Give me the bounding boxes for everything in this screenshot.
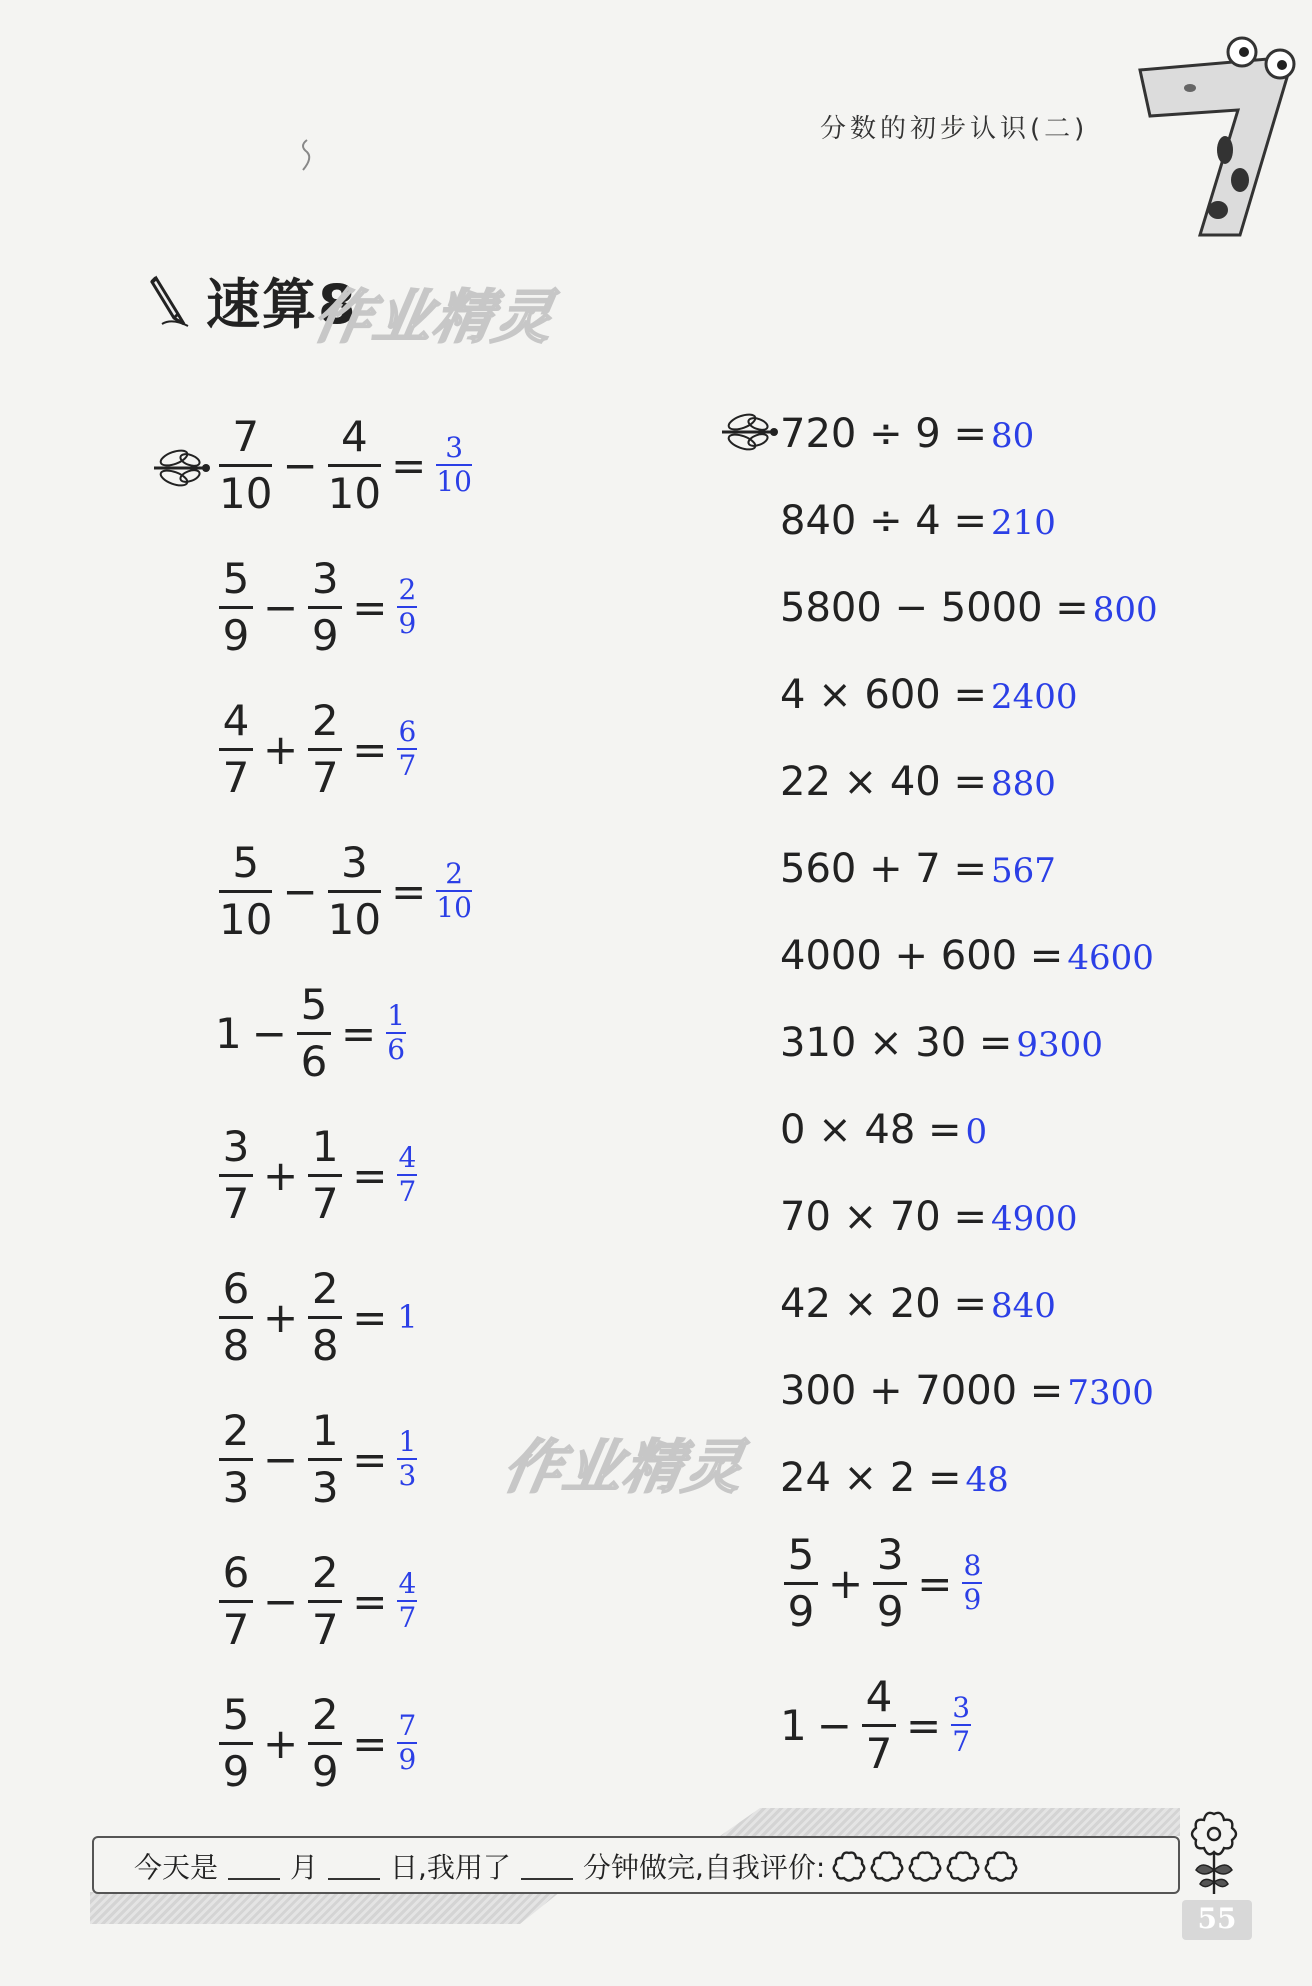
- minutes-blank[interactable]: [521, 1852, 573, 1880]
- handwritten-answer: 1: [397, 1298, 418, 1336]
- flower-rating-icon[interactable]: [907, 1849, 943, 1883]
- handwritten-answer: 2400: [990, 677, 1078, 717]
- fraction: $\frac{3}{10}$: [327, 837, 382, 944]
- self-evaluation-line: 今天是 月 日,我用了 分钟做完,自我评价:: [134, 1846, 1021, 1886]
- arithmetic-problem: 310 × 30 = 9300: [780, 1020, 1103, 1066]
- fraction: $\frac{5}{10}$: [219, 837, 273, 944]
- handwritten-answer: $\frac{1}{3}$: [398, 1425, 417, 1492]
- arithmetic-problem: 840 ÷ 4 = 210: [780, 498, 1056, 544]
- handwritten-answer: $\frac{4}{7}$: [398, 1141, 417, 1208]
- fraction-problem: $\frac{5}{10}$ − $\frac{3}{10}$ = $\frac{2}{10}$: [219, 837, 472, 944]
- handwritten-answer: $\frac{7}{9}$: [398, 1709, 417, 1776]
- handwritten-answer: $\frac{1}{6}$: [387, 999, 406, 1066]
- handwritten-answer: 0: [965, 1112, 988, 1152]
- fraction-problem: $\frac{5}{9}$ + $\frac{2}{9}$ = $\frac{7}{9}$: [215, 1688, 417, 1798]
- squiggle-mark-icon: [295, 138, 315, 174]
- fraction: $\frac{6}{8}$: [219, 1264, 253, 1371]
- fraction: $\frac{4}{7}$: [862, 1672, 896, 1779]
- handwritten-answer: $\frac{2}{9}$: [398, 573, 417, 640]
- flower-icon: [1184, 1808, 1244, 1898]
- fraction: $\frac{3}{7}$: [219, 1122, 253, 1229]
- fraction: $\frac{4}{7}$: [219, 696, 253, 803]
- fraction-problem: 1 − $\frac{5}{6}$ = $\frac{1}{6}$: [215, 979, 406, 1086]
- fraction: $\frac{2}{3}$: [219, 1406, 253, 1513]
- fraction-problem: $\frac{7}{10}$ − $\frac{4}{10}$ = $\frac{3}{10}$: [219, 411, 472, 518]
- fraction-problem: $\frac{5}{9}$ − $\frac{3}{9}$ = $\frac{2}{9}$: [215, 552, 417, 662]
- arithmetic-problem: 4000 + 600 = 4600: [780, 933, 1154, 979]
- self-evaluation-box: [92, 1836, 1180, 1894]
- arithmetic-problem: 24 × 2 = 48: [780, 1455, 1009, 1501]
- fraction: $\frac{3}{9}$: [308, 554, 342, 661]
- footer-stripe: [720, 1808, 1180, 1836]
- fraction: $\frac{2}{9}$: [308, 1690, 342, 1797]
- flower-rating-icon[interactable]: [831, 1849, 867, 1883]
- dragonfly-icon: [718, 412, 780, 452]
- fraction: $\frac{2}{8}$: [308, 1264, 342, 1371]
- page-number-badge: [1182, 1900, 1252, 1940]
- arithmetic-problem: 720 ÷ 9 = 80: [780, 411, 1035, 457]
- chapter-title: 分数的初步认识(二): [820, 114, 1089, 144]
- fraction: $\frac{1}{3}$: [308, 1406, 342, 1513]
- dragonfly-icon: [150, 448, 212, 488]
- arithmetic-problem: 5800 − 5000 = 800: [780, 585, 1158, 631]
- rating-flowers: [831, 1849, 1021, 1883]
- fraction: $\frac{5}{9}$: [219, 554, 253, 661]
- fraction-problem: $\frac{4}{7}$ + $\frac{2}{7}$ = $\frac{6}{7}$: [215, 694, 417, 804]
- handwritten-answer: $\frac{6}{7}$: [398, 715, 417, 782]
- section-title: 速算8: [206, 273, 358, 336]
- arithmetic-problem: 22 × 40 = 880: [780, 759, 1056, 805]
- handwritten-answer: 4600: [1067, 938, 1154, 978]
- flower-rating-icon[interactable]: [983, 1849, 1019, 1883]
- arithmetic-problem: 42 × 20 = 840: [780, 1281, 1056, 1327]
- fraction-problem: $\frac{6}{7}$ − $\frac{2}{7}$ = $\frac{4}{7}$: [215, 1546, 417, 1656]
- arithmetic-problem: 4 × 600 = 2400: [780, 672, 1078, 718]
- handwritten-answer: 840: [990, 1286, 1056, 1326]
- fraction-problem: $\frac{2}{3}$ − $\frac{1}{3}$ = $\frac{1}{3}$: [215, 1404, 417, 1514]
- arithmetic-problem: 70 × 70 = 4900: [780, 1194, 1078, 1240]
- pencil-icon: [148, 268, 196, 328]
- fraction-problem: $\frac{6}{8}$ + $\frac{2}{8}$ = 1: [215, 1262, 418, 1372]
- footer-stripe: [90, 1892, 560, 1924]
- fraction: $\frac{5}{9}$: [219, 1690, 253, 1797]
- fraction: $\frac{2}{7}$: [308, 1548, 342, 1655]
- fraction: $\frac{5}{6}$: [297, 980, 331, 1087]
- handwritten-answer: $\frac{4}{7}$: [398, 1567, 417, 1634]
- handwritten-answer: 9300: [1016, 1025, 1103, 1065]
- handwritten-answer: 800: [1092, 590, 1158, 630]
- arithmetic-problem: 560 + 7 = 567: [780, 846, 1056, 892]
- handwritten-answer: 210: [990, 503, 1056, 543]
- handwritten-answer: $\frac{2}{10}$: [436, 857, 472, 924]
- fraction-problem: $\frac{5}{9}$ + $\frac{3}{9}$ = $\frac{8}{9}$: [780, 1528, 982, 1638]
- flower-rating-icon[interactable]: [869, 1849, 905, 1883]
- fraction: $\frac{1}{7}$: [308, 1122, 342, 1229]
- day-blank[interactable]: [328, 1852, 380, 1880]
- handwritten-answer: 7300: [1067, 1373, 1154, 1413]
- handwritten-answer: 567: [990, 851, 1056, 891]
- fraction: $\frac{5}{9}$: [784, 1530, 818, 1637]
- flower-rating-icon[interactable]: [945, 1849, 981, 1883]
- handwritten-answer: $\frac{8}{9}$: [963, 1549, 982, 1616]
- fraction: $\frac{2}{7}$: [308, 696, 342, 803]
- handwritten-answer: 48: [965, 1460, 1009, 1500]
- watermark: 作业精灵: [498, 1433, 751, 1501]
- fraction: $\frac{6}{7}$: [219, 1548, 253, 1655]
- fraction: $\frac{4}{10}$: [327, 411, 382, 518]
- handwritten-answer: $\frac{3}{7}$: [952, 1691, 971, 1758]
- handwritten-answer: $\frac{3}{10}$: [436, 431, 472, 498]
- fraction-problem: $\frac{3}{7}$ + $\frac{1}{7}$ = $\frac{4}{7}$: [215, 1120, 417, 1230]
- watermark: 作业精灵: [308, 283, 561, 351]
- fraction: $\frac{7}{10}$: [219, 411, 273, 518]
- arithmetic-problem: 300 + 7000 = 7300: [780, 1368, 1154, 1414]
- month-blank[interactable]: [228, 1852, 280, 1880]
- fraction-problem: 1 − $\frac{4}{7}$ = $\frac{3}{7}$: [780, 1671, 971, 1778]
- fraction: $\frac{3}{9}$: [873, 1530, 907, 1637]
- handwritten-answer: 80: [990, 416, 1035, 456]
- handwritten-answer: 4900: [990, 1199, 1078, 1239]
- handwritten-answer: 880: [990, 764, 1056, 804]
- giraffe-seven-icon: [1130, 30, 1300, 245]
- page-number: 55: [1197, 1902, 1237, 1935]
- arithmetic-problem: 0 × 48 = 0: [780, 1107, 988, 1153]
